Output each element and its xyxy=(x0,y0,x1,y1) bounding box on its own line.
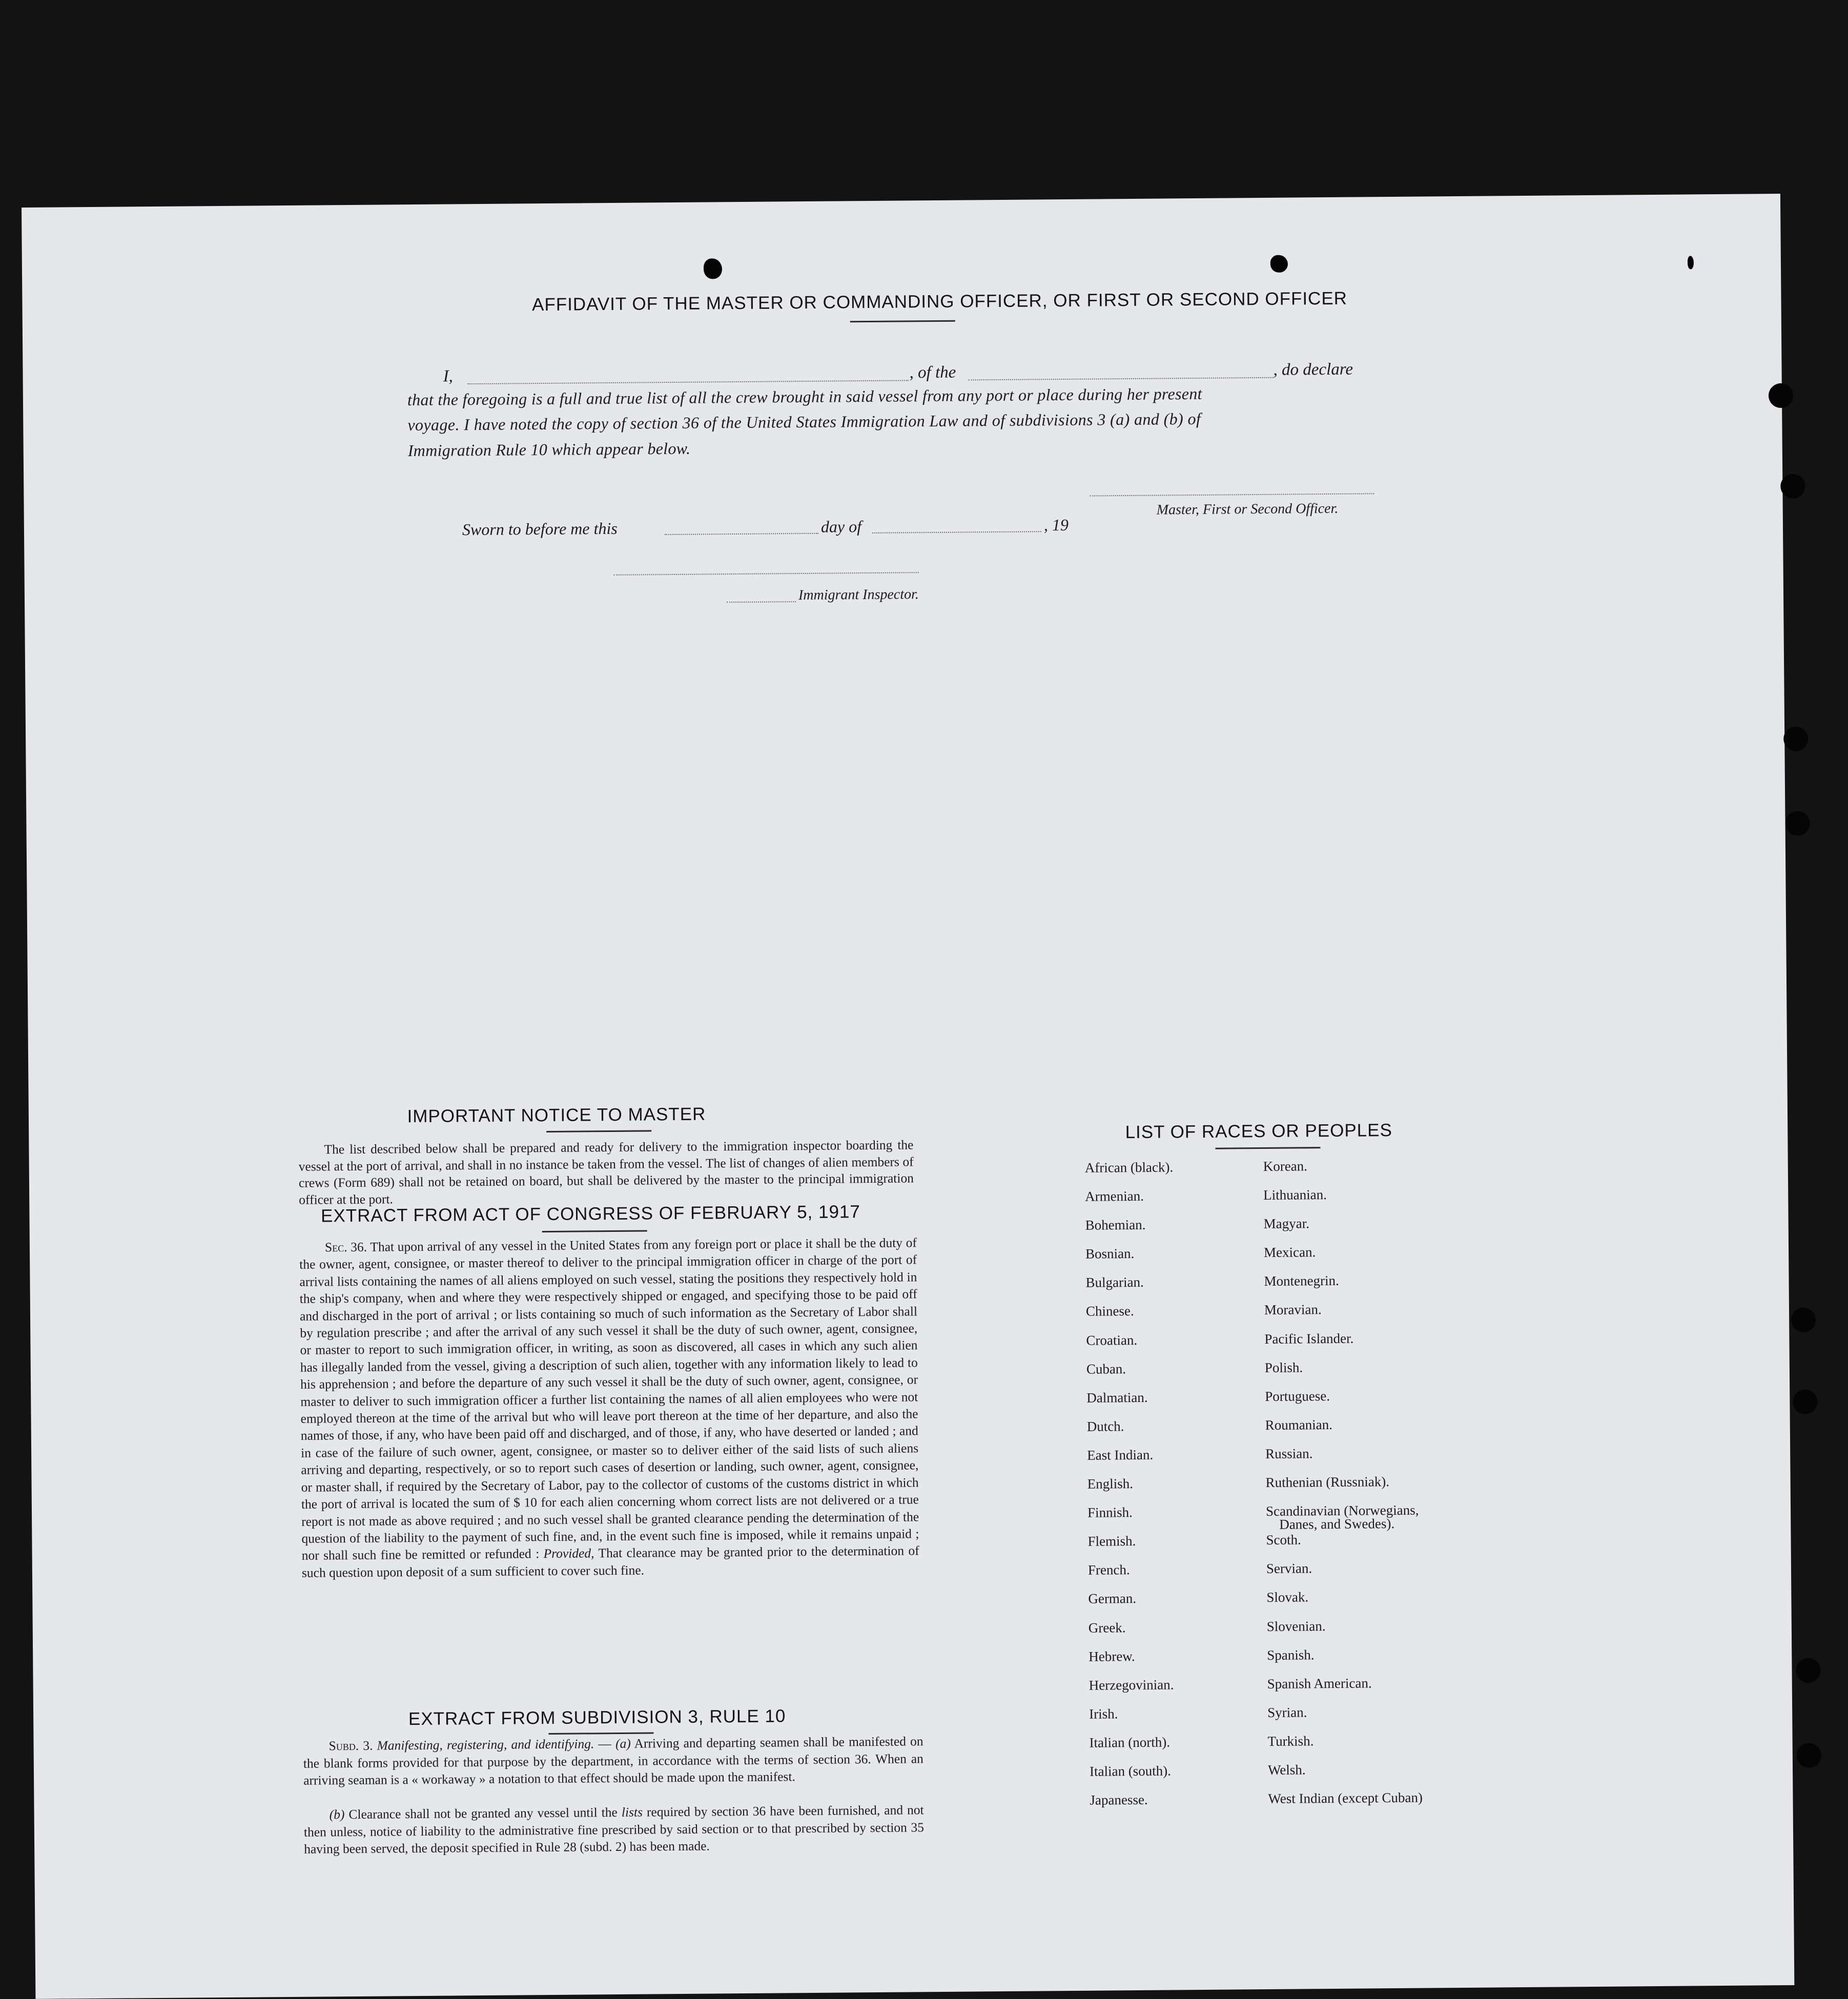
race-item xyxy=(1267,1643,1422,1673)
punch-hole xyxy=(1796,1658,1820,1683)
race-item xyxy=(1264,1241,1419,1271)
race-item xyxy=(1263,1155,1418,1185)
affidavit-of-the-label: , of the xyxy=(909,363,956,382)
race-label: Magyar. xyxy=(1263,1215,1310,1232)
affidavit-line-2: that the foregoing is a full and true list of all the crew brought in said vessel from any port or place during her present xyxy=(407,384,1202,409)
race-item xyxy=(1087,1415,1176,1445)
race-item xyxy=(1263,1212,1418,1242)
vessel-field[interactable] xyxy=(969,377,1274,381)
race-label: Croatian. xyxy=(1086,1332,1138,1348)
race-item xyxy=(1267,1615,1422,1644)
race-label: Armenian. xyxy=(1085,1188,1144,1204)
race-item xyxy=(1088,1559,1177,1589)
race-label: Korean. xyxy=(1263,1158,1308,1174)
race-label: Cuban. xyxy=(1086,1361,1126,1377)
para-b-text-1: Clearance shall not be granted any vessel until the xyxy=(348,1804,618,1822)
race-item xyxy=(1089,1732,1178,1761)
name-field[interactable] xyxy=(468,380,909,384)
race-item xyxy=(1264,1299,1419,1328)
notice-title-rule xyxy=(546,1130,651,1132)
punch-hole xyxy=(1793,1390,1817,1414)
race-item xyxy=(1265,1471,1420,1501)
race-label: Finnish. xyxy=(1087,1505,1133,1520)
rule-extract-para-a: Subd. 3. Manifesting, registering, and identifying. — (a) Arriving and departing seamen shall be manifested on the blank forms provided for that purpose by the department, in accordance with the terms of section 36. When an arriving seaman is a « workaway » a notation to that effect should be made upon the manifest. xyxy=(303,1734,923,1788)
race-label: Slovenian. xyxy=(1266,1618,1326,1634)
rule-extract-para-b xyxy=(304,1801,925,1858)
punch-hole xyxy=(1780,474,1805,499)
race-label: Ruthenian (Russniak). xyxy=(1265,1474,1390,1491)
race-item xyxy=(1089,1645,1177,1675)
race-label: Greek. xyxy=(1088,1619,1126,1636)
race-item xyxy=(1266,1529,1421,1558)
race-label: Dalmatian. xyxy=(1086,1389,1148,1406)
race-label: English. xyxy=(1087,1476,1134,1492)
section-label: Sec. 36. xyxy=(324,1239,367,1255)
race-item xyxy=(1265,1413,1420,1443)
race-label: Montenegrin. xyxy=(1264,1273,1339,1289)
binding-hole-mark xyxy=(1688,256,1694,269)
race-label: Russian. xyxy=(1265,1446,1313,1461)
races-title: LIST OF RACES OR PEOPLES xyxy=(1125,1120,1393,1143)
section-36-text: That upon arrival of any vessel in the United States from any foreign port or place it shall be the duty of the owner, agent, consignee, or master thereof to deliver to the principal immigration officer in charge of the port of arrival lists containing the names of all aliens employed on such vessel, stating the positions they respectively hold in the ship's company, when and where they were respectively shipped or engaged, and specifying those to be paid off and discharged in the port of arrival ; or lists containing so much of such information as the Secretary of Labor shall by regulation prescribe ; and after the arrival of any such vessel it shall be the duty of such owner, agent, consignee, or master to report to such immigration officer, in writing, as soon as discovered, all cases in which any such alien has illegally landed from the vessel, giving a description of such alien, together with any information likely to lead to his apprehension ; and before the departure of any such vessel it shall be the duty of such owner, agent, consignee, or master to deliver to such immigration officer a further list containing the names of all alien employees who were not employed thereon at the time of the arrival but who will leave port thereon at the time of her departure, and also the names of those, if any, who have been paid off and discharged, and of those, if any, who have deserted or landed ; and in case of the failure of such owner, agent, consignee, or master so to deliver either of the said lists of such aliens arriving and departing, respectively, or so to report such cases of desertion or landing, such owner, agent, consignee, or master shall, if required by the Secretary of Labor, pay to the collector of customs of the customs district in which the port of arrival is located the sum of $ 10 for each alien concerning whom correct lists are not delivered or a true report is not made as above required ; and no such vessel shall be granted clearance pending the determination of the question of the liability to the payment of such fine, and, in the event such fine is imposed, while it remains unpaid ; nor shall such fine be remitted or refunded : xyxy=(299,1235,919,1563)
sworn-day-of-label: day of xyxy=(820,517,862,536)
race-label: Syrian. xyxy=(1267,1704,1307,1720)
race-item xyxy=(1085,1186,1174,1215)
races-column-2 xyxy=(1263,1155,1423,1817)
race-label: Spanish. xyxy=(1267,1646,1315,1663)
sworn-day-field[interactable] xyxy=(665,533,818,535)
race-label: Japanesse. xyxy=(1090,1791,1148,1808)
inspector-label: Immigrant Inspector. xyxy=(798,586,919,604)
race-label: Irish. xyxy=(1089,1706,1118,1722)
race-label: Bulgarian. xyxy=(1085,1274,1144,1291)
punch-hole xyxy=(1797,1743,1821,1768)
race-item xyxy=(1090,1760,1178,1789)
para-a-text: Arriving and departing seamen shall be manifested on the blank forms provided for that purpose by the department, in accordance with the terms of section 36. When an arriving seaman is a « workaway » a notation to that effect should be made upon the manifest. xyxy=(303,1734,923,1788)
race-label: Bohemian. xyxy=(1085,1217,1146,1233)
race-label: Dutch. xyxy=(1086,1418,1124,1434)
race-item xyxy=(1085,1243,1174,1272)
rule-extract-title-rule xyxy=(548,1732,653,1735)
race-item xyxy=(1265,1442,1420,1472)
affidavit-line-3: voyage. I have noted the copy of section 36 of the United States Immigration Law and of subdivisions 3 (a) and (b) of xyxy=(407,409,1201,435)
race-item xyxy=(1089,1617,1177,1646)
punch-hole xyxy=(1769,383,1793,408)
race-item xyxy=(1087,1473,1176,1502)
race-item xyxy=(1264,1270,1419,1300)
affidavit-title: AFFIDAVIT OF THE MASTER OR COMMANDING OFFICER, OR FIRST OR SECOND OFFICER xyxy=(531,288,1348,315)
race-item xyxy=(1265,1385,1420,1414)
act-extract-title: EXTRACT FROM ACT OF CONGRESS OF FEBRUARY 5, 1917 xyxy=(320,1202,861,1226)
master-signature-field[interactable] xyxy=(1090,493,1374,496)
race-item xyxy=(1268,1759,1423,1788)
race-label: French. xyxy=(1087,1562,1130,1578)
act-extract-text xyxy=(299,1234,919,1581)
race-item xyxy=(1089,1703,1178,1732)
master-signature-label: Master, First or Second Officer. xyxy=(1156,500,1339,518)
race-label: Mexican. xyxy=(1263,1244,1316,1261)
punch-hole xyxy=(1785,811,1810,836)
race-label: Turkish. xyxy=(1267,1733,1314,1749)
race-item xyxy=(1267,1701,1422,1730)
race-label: Scandinavian (Norwegians, xyxy=(1265,1502,1419,1519)
para-b-marker: (b) xyxy=(329,1807,345,1822)
race-item xyxy=(1265,1356,1420,1386)
race-label: Slovak. xyxy=(1266,1589,1309,1605)
race-label: Hebrew. xyxy=(1089,1648,1135,1664)
notice-text: The list described below shall be prepared and ready for delivery to the immigration inspector boarding the vessel at the port of arrival, and shall in no instance be taken from the vessel. The list of changes of alien members of crews (Form 689) shall not be retained on board, but shall be delivered by the master to the principal immigration officer at the port. xyxy=(298,1137,914,1207)
rule-extract-title: EXTRACT FROM SUBDIVISION 3, RULE 10 xyxy=(408,1706,786,1729)
race-item xyxy=(1266,1500,1421,1530)
punch-hole xyxy=(1783,727,1808,751)
race-item xyxy=(1268,1787,1423,1817)
affidavit-i-label: I, xyxy=(443,367,454,386)
inspector-signature-field[interactable] xyxy=(614,572,919,575)
sworn-month-field[interactable] xyxy=(872,531,1041,533)
race-label: Portuguese. xyxy=(1265,1388,1330,1404)
race-label: Bosnian. xyxy=(1085,1246,1135,1262)
race-item xyxy=(1085,1157,1174,1186)
race-label: Roumanian. xyxy=(1265,1416,1333,1433)
race-item xyxy=(1267,1730,1422,1760)
inspector-signature-field-short[interactable] xyxy=(727,601,796,603)
race-label: German. xyxy=(1088,1591,1137,1607)
race-item xyxy=(1266,1586,1421,1616)
race-label: Italian (north). xyxy=(1089,1734,1171,1750)
para-b-lists-word: lists xyxy=(621,1804,643,1820)
race-item xyxy=(1263,1184,1418,1213)
race-item xyxy=(1085,1214,1174,1244)
para-a-marker: (a) xyxy=(615,1736,631,1751)
provided-word: Provided, xyxy=(543,1545,594,1561)
race-label: African (black). xyxy=(1084,1159,1174,1176)
race-item xyxy=(1086,1301,1175,1330)
race-label: Moravian. xyxy=(1264,1302,1322,1318)
race-label: Herzegovinian. xyxy=(1089,1677,1174,1693)
races-column-1 xyxy=(1085,1157,1179,1818)
affidavit-declare-label: , do declare xyxy=(1273,360,1353,379)
sworn-label: Sworn to before me this xyxy=(462,519,618,539)
document-page xyxy=(22,194,1794,1999)
race-item xyxy=(1267,1672,1422,1702)
race-item xyxy=(1086,1358,1175,1387)
race-item xyxy=(1087,1444,1176,1473)
race-item xyxy=(1264,1327,1419,1357)
notice-title: IMPORTANT NOTICE TO MASTER xyxy=(407,1104,706,1127)
race-label: Pacific Islander. xyxy=(1264,1330,1354,1347)
section-36-text-end: That clearance may be granted prior to the determination of such question upon deposit of a sum sufficient to cover such fine. xyxy=(301,1543,919,1580)
race-label: Chinese. xyxy=(1085,1303,1134,1320)
race-label: Polish. xyxy=(1264,1359,1303,1375)
affidavit-title-rule xyxy=(850,320,955,323)
binding-hole-mark xyxy=(1270,255,1288,273)
race-label: Flemish. xyxy=(1087,1533,1136,1549)
race-item xyxy=(1266,1557,1421,1587)
race-label-continuation: Danes, and Swedes). xyxy=(1279,1516,1395,1532)
subd-heading: Manifesting, registering, and identifying. xyxy=(377,1736,594,1753)
race-label: Italian (south). xyxy=(1089,1763,1172,1779)
affidavit-line-4: Immigration Rule 10 which appear below. xyxy=(407,439,691,460)
race-label: West Indian (except Cuban) xyxy=(1268,1789,1423,1807)
race-item xyxy=(1088,1588,1177,1617)
para-b-text-2: required by section 36 have been furnished, and not then unless, notice of liability to the administrative fine prescribed by said section or to that prescribed by section 35 having been served, the deposit specified in Rule 28 (subd. 2) has been made. xyxy=(303,1802,924,1857)
race-item xyxy=(1087,1502,1176,1531)
race-label: Spanish American. xyxy=(1267,1675,1372,1692)
race-item xyxy=(1085,1272,1174,1301)
sworn-year-label: , 19 xyxy=(1043,515,1069,534)
subd-label: Subd. 3. xyxy=(328,1738,373,1754)
punch-hole xyxy=(1791,1308,1816,1332)
race-label: Welsh. xyxy=(1267,1762,1306,1778)
race-item xyxy=(1087,1531,1176,1560)
binding-hole-mark xyxy=(704,258,722,279)
race-item xyxy=(1090,1789,1178,1818)
race-label: East Indian. xyxy=(1087,1447,1154,1463)
race-item xyxy=(1086,1387,1175,1416)
race-item xyxy=(1086,1329,1175,1358)
race-label: Scoth. xyxy=(1266,1532,1301,1548)
race-label: Lithuanian. xyxy=(1263,1187,1327,1203)
act-extract-title-rule xyxy=(542,1230,647,1232)
race-label: Servian. xyxy=(1266,1560,1312,1577)
race-item xyxy=(1089,1674,1178,1703)
races-title-rule xyxy=(1215,1147,1320,1149)
